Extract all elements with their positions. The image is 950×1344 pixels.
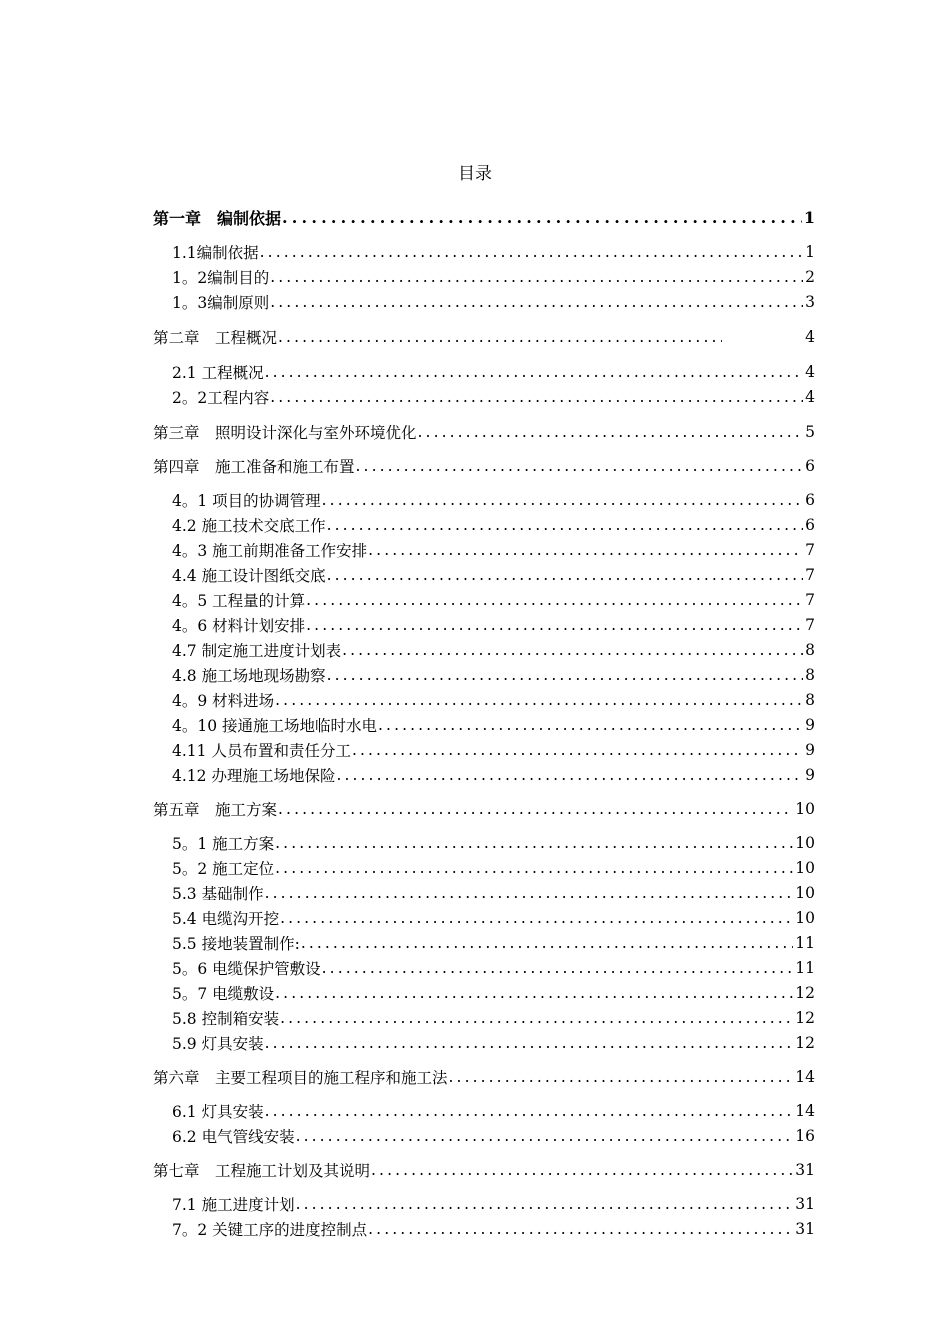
- toc-dot-leader: [370, 1161, 793, 1179]
- toc-section-entry[interactable]: [172, 1099, 815, 1123]
- toc-entry-label: 1。2编制目的: [172, 269, 270, 287]
- toc-entry-label: 第三章 照明设计深化与室外环境优化: [153, 424, 417, 442]
- toc-dot-leader: [277, 328, 722, 346]
- toc-chapter-entry[interactable]: [153, 1065, 815, 1089]
- toc-entry-label: 2.1 工程概况: [172, 364, 264, 382]
- toc-page-number: 9: [805, 716, 815, 734]
- toc-entry-label: 5.5 接地装置制作:: [172, 935, 300, 953]
- toc-page-number: 11: [795, 959, 815, 977]
- toc-entry-label: 5。1 施工方案: [172, 835, 275, 853]
- toc-entry-label: 4。6 材料计划安排: [172, 617, 306, 635]
- toc-section-entry[interactable]: [172, 713, 815, 737]
- toc-dot-leader: [367, 541, 803, 559]
- toc-dot-leader: [269, 388, 803, 406]
- toc-page-number: 10: [795, 800, 815, 818]
- toc-page-number: 7: [805, 591, 815, 609]
- toc-page-number: 14: [795, 1068, 815, 1086]
- toc-section-entry[interactable]: [172, 360, 815, 384]
- toc-entry-label: 1.1编制依据: [172, 244, 259, 262]
- toc-entry-label: 6.1 灯具安装: [172, 1103, 264, 1121]
- toc-entry-label: 5。6 电缆保护管敷设: [172, 960, 321, 978]
- toc-section-entry[interactable]: [172, 613, 815, 637]
- toc-section-entry[interactable]: [172, 1217, 815, 1241]
- toc-section-entry[interactable]: [172, 738, 815, 762]
- toc-dot-leader: [321, 491, 803, 509]
- toc-page-number: 31: [795, 1161, 815, 1179]
- toc-page-number: 6: [805, 457, 815, 475]
- toc-section-entry[interactable]: [172, 638, 815, 662]
- toc-page-number: 9: [805, 766, 815, 784]
- toc-section-entry[interactable]: [172, 240, 815, 264]
- toc-page-number: 31: [795, 1195, 815, 1213]
- toc-entry-label: 4.11 人员布置和责任分工: [172, 742, 351, 760]
- toc-page-number: 2: [805, 268, 815, 286]
- toc-entry-label: 第四章 施工准备和施工布置: [153, 458, 355, 476]
- toc-page-number: 9: [805, 741, 815, 759]
- toc-dot-leader: [326, 566, 804, 584]
- toc-chapter-entry[interactable]: [153, 420, 815, 444]
- toc-entry-label: 4。3 施工前期准备工作安排: [172, 542, 368, 560]
- toc-dot-leader: [305, 591, 803, 609]
- toc-section-entry[interactable]: [172, 1031, 815, 1055]
- toc-section-entry[interactable]: [172, 688, 815, 712]
- toc-dot-leader: [326, 666, 804, 684]
- toc-section-entry[interactable]: [172, 906, 815, 930]
- toc-dot-leader: [417, 423, 804, 441]
- toc-page-number: 14: [795, 1102, 815, 1120]
- toc-chapter-entry[interactable]: [153, 325, 815, 349]
- toc-page-number: 8: [805, 666, 815, 684]
- toc-dot-leader: [305, 616, 803, 634]
- toc-page-number: 7: [805, 566, 815, 584]
- toc-section-entry[interactable]: [172, 588, 815, 612]
- toc-dot-leader: [351, 741, 803, 759]
- toc-page-number: 4: [805, 388, 815, 406]
- toc-dot-leader: [367, 1220, 793, 1238]
- toc-dot-leader: [274, 691, 803, 709]
- toc-section-entry[interactable]: [172, 1006, 815, 1030]
- toc-page-number: 1: [803, 207, 815, 227]
- toc-page-number: 10: [795, 859, 815, 877]
- toc-section-entry[interactable]: [172, 1124, 815, 1148]
- toc-section-entry[interactable]: [172, 488, 815, 512]
- toc-page-number: 6: [805, 516, 815, 534]
- toc-entry-label: 7。2 关键工序的进度控制点: [172, 1221, 368, 1239]
- toc-page-number: 8: [805, 641, 815, 659]
- toc-page-number: 4: [805, 363, 815, 381]
- toc-section-entry[interactable]: [172, 881, 815, 905]
- toc-page-number: 16: [795, 1127, 815, 1145]
- toc-entry-label: 2。2工程内容: [172, 389, 270, 407]
- toc-page-number: 7: [805, 616, 815, 634]
- toc-page-number: 31: [795, 1220, 815, 1238]
- toc-dot-leader: [279, 909, 793, 927]
- toc-entry-label: 第一章 编制依据: [153, 208, 282, 228]
- toc-dot-leader: [269, 293, 803, 311]
- toc-dot-leader: [264, 363, 804, 381]
- toc-dot-leader: [259, 243, 803, 261]
- toc-dot-leader: [281, 208, 802, 227]
- toc-entry-label: 4。1 项目的协调管理: [172, 492, 321, 510]
- toc-section-entry[interactable]: [172, 663, 815, 687]
- toc-page-number: 12: [795, 1034, 815, 1052]
- toc-dot-leader: [448, 1068, 794, 1086]
- toc-entry-label: 5.4 电缆沟开挖: [172, 910, 280, 928]
- toc-dot-leader: [274, 859, 793, 877]
- toc-dot-leader: [274, 984, 793, 1002]
- toc-dot-leader: [355, 457, 804, 475]
- toc-section-entry[interactable]: [172, 763, 815, 787]
- toc-dot-leader: [264, 1034, 794, 1052]
- toc-title: 目录: [458, 164, 492, 184]
- toc-section-entry[interactable]: [172, 538, 815, 562]
- toc-page-number: 6: [805, 491, 815, 509]
- toc-page-number: 10: [795, 909, 815, 927]
- toc-dot-leader: [335, 766, 803, 784]
- toc-entry-label: 6.2 电气管线安装: [172, 1128, 295, 1146]
- toc-section-entry[interactable]: [172, 385, 815, 409]
- toc-entry-label: 第二章 工程概况: [153, 329, 278, 347]
- toc-section-entry[interactable]: [172, 290, 815, 314]
- toc-section-entry[interactable]: [172, 956, 815, 980]
- toc-page-number: 10: [795, 884, 815, 902]
- toc-dot-leader: [377, 716, 803, 734]
- toc-dot-leader: [295, 1127, 794, 1145]
- toc-entry-label: 4。10 接通施工场地临时水电: [172, 717, 378, 735]
- toc-dot-leader: [269, 268, 803, 286]
- toc-page-number: 10: [795, 834, 815, 852]
- toc-chapter-entry[interactable]: [153, 454, 815, 478]
- toc-section-entry[interactable]: [172, 831, 815, 855]
- toc-dot-leader: [321, 959, 794, 977]
- toc-entry-label: 4.7 制定施工进度计划表: [172, 642, 342, 660]
- toc-entry-label: 4。5 工程量的计算: [172, 592, 306, 610]
- toc-section-entry[interactable]: [172, 513, 815, 537]
- toc-entry-label: 4.2 施工技术交底工作: [172, 517, 326, 535]
- toc-entry-label: 4。9 材料进场: [172, 692, 275, 710]
- toc-dot-leader: [300, 934, 793, 952]
- toc-entry-label: 4.12 办理施工场地保险: [172, 767, 336, 785]
- toc-section-entry[interactable]: [172, 856, 815, 880]
- toc-entry-label: 5.8 控制箱安装: [172, 1010, 280, 1028]
- toc-dot-leader: [277, 800, 793, 818]
- toc-page-number: 12: [795, 984, 815, 1002]
- toc-entry-label: 7.1 施工进度计划: [172, 1196, 295, 1214]
- toc-entry-label: 第七章 工程施工计划及其说明: [153, 1162, 371, 1180]
- toc-entry-label: 5.9 灯具安装: [172, 1035, 264, 1053]
- toc-chapter-entry[interactable]: [153, 797, 815, 821]
- toc-dot-leader: [326, 516, 804, 534]
- toc-entry-label: 5。2 施工定位: [172, 860, 275, 878]
- toc-entry-label: 1。3编制原则: [172, 294, 270, 312]
- toc-chapter-entry[interactable]: [153, 1158, 815, 1182]
- toc-entry-label: 4.8 施工场地现场勘察: [172, 667, 326, 685]
- toc-entry-label: 5。7 电缆敷设: [172, 985, 275, 1003]
- toc-dot-leader: [279, 1009, 793, 1027]
- toc-section-entry[interactable]: [172, 563, 815, 587]
- toc-page-number: 1: [805, 243, 815, 261]
- toc-entry-label: 第六章 主要工程项目的施工程序和施工法: [153, 1069, 448, 1087]
- toc-dot-leader: [264, 884, 794, 902]
- toc-page-number: 7: [805, 541, 815, 559]
- toc-dot-leader: [264, 1102, 794, 1120]
- toc-page-number: 11: [795, 934, 815, 952]
- toc-entry-label: 第五章 施工方案: [153, 801, 278, 819]
- toc-page-number: 5: [805, 423, 815, 441]
- toc-chapter-entry[interactable]: [153, 205, 815, 229]
- toc-dot-leader: [295, 1195, 794, 1213]
- toc-dot-leader: [341, 641, 803, 659]
- toc-section-entry[interactable]: [172, 931, 815, 955]
- toc-section-entry[interactable]: [172, 265, 815, 289]
- toc-section-entry[interactable]: [172, 981, 815, 1005]
- toc-section-entry[interactable]: [172, 1192, 815, 1216]
- toc-entry-label: 4.4 施工设计图纸交底: [172, 567, 326, 585]
- toc-page-number: 8: [805, 691, 815, 709]
- toc-page-number: 4: [805, 328, 815, 346]
- toc-page-number: 3: [805, 293, 815, 311]
- toc-page-number: 12: [795, 1009, 815, 1027]
- toc-dot-leader: [274, 834, 793, 852]
- toc-entry-label: 5.3 基础制作: [172, 885, 264, 903]
